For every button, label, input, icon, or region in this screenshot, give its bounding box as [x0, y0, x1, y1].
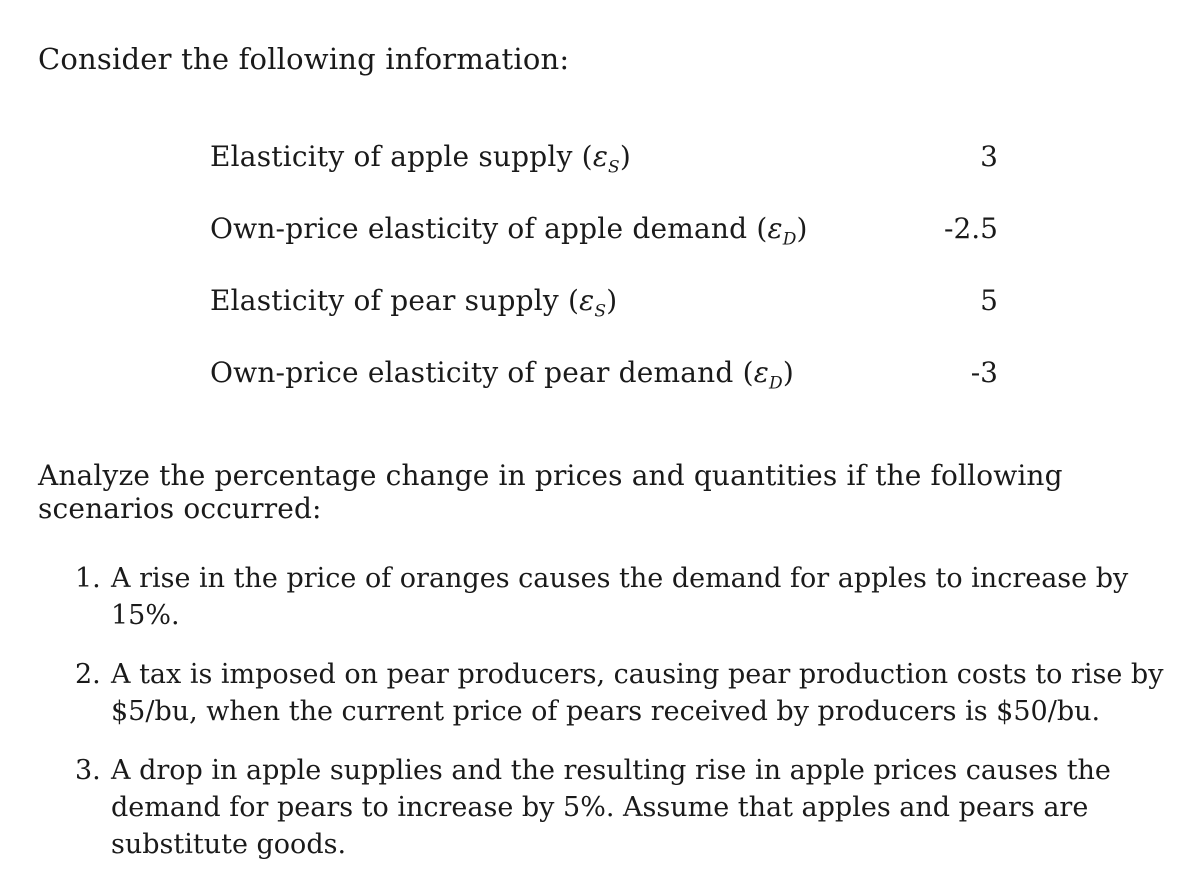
item-text: A drop in apple supplies and the resulting rise in apple prices causes the demand for pears to increase by 5%. Assume that apples and pears are substitute goods.: [111, 755, 1111, 860]
table-row: [210, 212, 1010, 284]
list-item: [75, 656, 1175, 730]
item-text: A tax is imposed on pear producers, causing pear production costs to rise by $5/bu, when the current price of pears received by producers is $50/bu.: [111, 659, 1164, 727]
row-value: -3: [970, 356, 998, 389]
intro-text: Consider the following information:: [38, 42, 570, 76]
item-number: 3.: [75, 755, 101, 786]
row-value: 3: [980, 140, 998, 173]
row-label: Elasticity of pear supply $(\varepsilon_S)$: [210, 284, 618, 322]
row-label: Own-price elasticity of pear demand $(\varepsilon_D)$: [210, 356, 794, 394]
row-label: Own-price elasticity of apple demand $(\varepsilon_D)$: [210, 212, 808, 250]
list-item: [75, 752, 1175, 863]
item-text: A rise in the price of oranges causes the demand for apples to increase by 15%.: [111, 563, 1129, 631]
item-number: 1.: [75, 563, 101, 594]
question-text: Analyze the percentage change in prices and quantities if the following scenarios occurred:: [38, 459, 1063, 525]
table-row: [210, 284, 1010, 356]
item-number: 2.: [75, 659, 101, 690]
table-row: [210, 356, 1010, 428]
row-value: -2.5: [944, 212, 998, 245]
row-label: Elasticity of apple supply $(\varepsilon_S)$: [210, 140, 632, 178]
elasticity-table: [210, 140, 1010, 428]
table-row: [210, 140, 1010, 212]
row-value: 5: [980, 284, 998, 317]
list-item: [75, 560, 1175, 634]
scenario-list: [75, 560, 1175, 885]
